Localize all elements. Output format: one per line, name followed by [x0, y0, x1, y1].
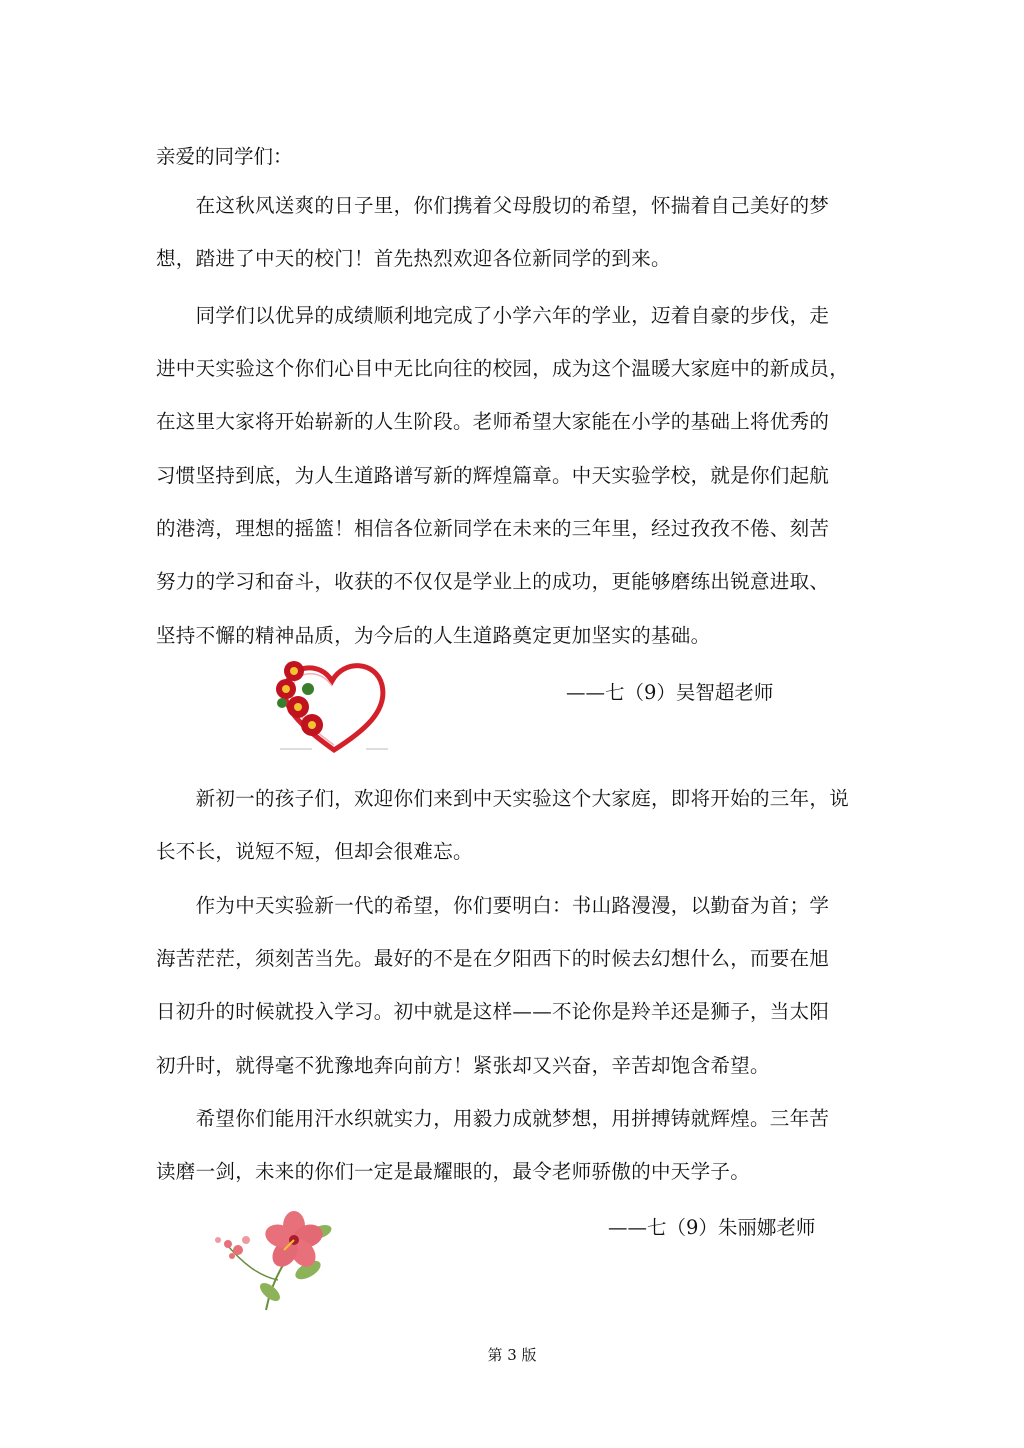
- letter-1-p2-line-3: 在这里大家将开始崭新的人生阶段。老师希望大家能在小学的基础上将优秀的: [156, 410, 830, 433]
- letter-2-signature: ——七（9）朱丽娜老师: [608, 1216, 816, 1239]
- letter-2-p1-line-1: 新初一的孩子们，欢迎你们来到中天实验这个大家庭，即将开始的三年，说: [156, 787, 850, 810]
- letter-1-p2-line-7: 坚持不懈的精神品质，为今后的人生道路奠定更加坚实的基础。: [156, 624, 711, 647]
- letter-1-p2-line-4: 习惯坚持到底，为人生道路谱写新的辉煌篇章。中天实验学校，就是你们起航: [156, 464, 830, 487]
- letter-2-p3-line-1: 希望你们能用汗水织就实力，用毅力成就梦想，用拼搏铸就辉煌。三年苦: [156, 1107, 830, 1130]
- letter-1-p2-line-2: 进中天实验这个你们心目中无比向往的校园，成为这个温暖大家庭中的新成员，: [156, 357, 850, 380]
- hibiscus-flower-icon: [208, 1210, 348, 1315]
- letter-1-p2-line-5: 的港湾，理想的摇篮！相信各位新同学在未来的三年里，经过孜孜不倦、刻苦: [156, 517, 830, 540]
- page-number: 第 3 版: [487, 1346, 537, 1364]
- letter-2-p3-line-2: 读磨一剑，未来的你们一定是最耀眼的，最令老师骄傲的中天学子。: [156, 1160, 751, 1183]
- letter-1-p1-line-2: 想，踏进了中天的校门！首先热烈欢迎各位新同学的到来。: [156, 247, 671, 270]
- letter-1-p2-line-6: 努力的学习和奋斗，收获的不仅仅是学业上的成功，更能够磨练出锐意进取、: [156, 570, 830, 593]
- letter-1-p1-line-1: 在这秋风送爽的日子里，你们携着父母殷切的希望，怀揣着自己美好的梦: [156, 194, 830, 217]
- letter-2-p2-line-4: 初升时，就得毫不犹豫地奔向前方！紧张却又兴奋，辛苦却饱含希望。: [156, 1054, 770, 1077]
- salutation: 亲爱的同学们：: [156, 145, 293, 168]
- letter-2-p2-line-2: 海苦茫茫，须刻苦当先。最好的不是在夕阳西下的时候去幻想什么，而要在旭: [156, 947, 830, 970]
- letter-1-p2-line-1: 同学们以优异的成绩顺利地完成了小学六年的学业，迈着自豪的步伐，走: [156, 304, 830, 327]
- letter-2-p2-line-1: 作为中天实验新一代的希望，你们要明白：书山路漫漫，以勤奋为首；学: [156, 894, 830, 917]
- letter-2-p2-line-3: 日初升的时候就投入学习。初中就是这样——不论你是羚羊还是狮子，当太阳: [156, 1000, 830, 1023]
- letter-2-p1-line-2: 长不长，说短不短，但却会很难忘。: [156, 840, 473, 863]
- heart-flowers-icon: [272, 655, 392, 755]
- letter-1-signature: ——七（9）吴智超老师: [566, 681, 774, 704]
